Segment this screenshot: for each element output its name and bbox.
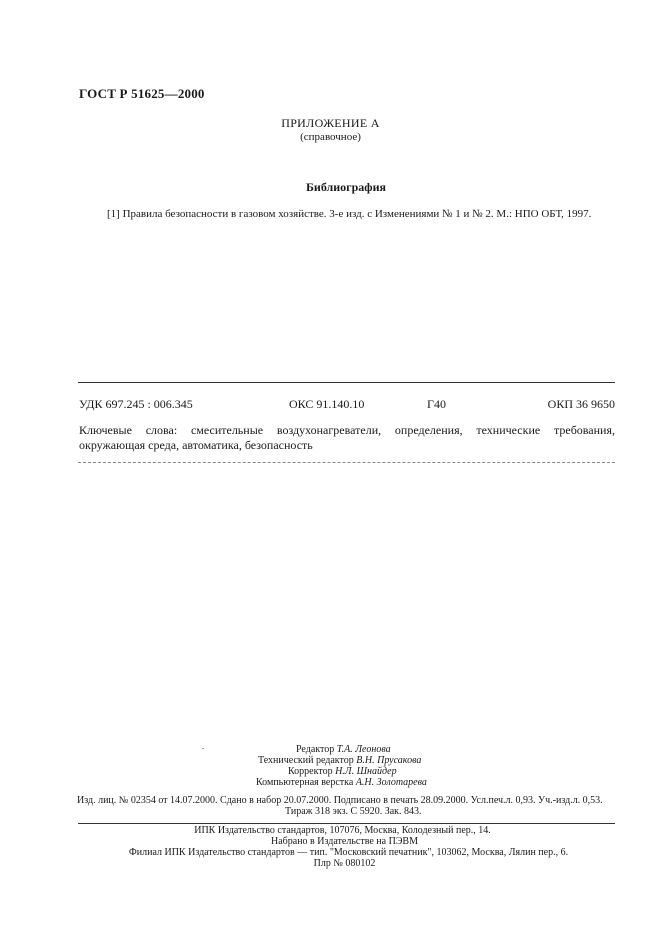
credit-role: Корректор — [288, 766, 333, 777]
speck — [202, 748, 204, 749]
credit-name: Н.Л. Шнайдер — [335, 766, 397, 777]
divider-imprint — [78, 823, 615, 824]
okp-code: ОКП 36 9650 — [547, 397, 615, 411]
credit-role: Технический редактор — [258, 755, 354, 766]
credit-role: Компьютерная верстка — [256, 777, 354, 788]
oks-code: ОКС 91.140.10 — [289, 397, 365, 411]
udk-code: УДК 697.245 : 006.345 — [79, 397, 193, 411]
group-code: Г40 — [427, 397, 446, 411]
credit-tech-editor — [258, 755, 421, 766]
credit-role: Редактор — [296, 744, 335, 755]
credit-editor — [296, 744, 391, 755]
imprint-line-1: ИПК Издательство стандартов, 107076, Москва, Колодезный пер., 14. — [194, 825, 491, 836]
appendix-subtitle: (справочное) — [300, 131, 361, 143]
publication-line-1: Изд. лиц. № 02354 от 14.07.2000. Сдано в набор 20.07.2000. Подписано в печать 28.09.2000. Усл.печ.л. 0,93. Уч.-изд.л. 0,53. — [77, 795, 603, 806]
bibliography-title: Библиография — [305, 180, 387, 194]
credit-proofreader — [288, 766, 397, 777]
keywords: Ключевые слова: смесительные воздухонагреватели, определения, технические требования, окружающая среда, автоматика, безопасность — [79, 423, 615, 452]
divider-top — [78, 382, 615, 383]
imprint-line-2: Набрано в Издательстве на ПЭВМ — [271, 836, 418, 847]
publication-line-2: Тираж 318 экз. С 5920. Зак. 843. — [285, 806, 422, 817]
imprint-line-3: Филиал ИПК Издательство стандартов — тип. "Московский печатник", 103062, Москва, Лялин пер., 6. — [128, 847, 569, 858]
imprint-line-4: Плр № 080102 — [313, 858, 376, 869]
divider-bottom — [78, 462, 615, 463]
credit-name: В.Н. Прусакова — [356, 755, 422, 766]
credit-name: Т.А. Леонова — [336, 744, 391, 755]
bibliography-item: [1] Правила безопасности в газовом хозяйстве. 3-е изд. с Изменениями № 1 и № 2. М.: НПО ОБТ, 1997. — [107, 208, 592, 220]
document-code: ГОСТ Р 51625—2000 — [79, 86, 205, 101]
appendix-title: ПРИЛОЖЕНИЕ А — [281, 116, 380, 130]
credit-layout — [256, 777, 427, 788]
credit-name: А.Н. Золотарева — [355, 777, 427, 788]
